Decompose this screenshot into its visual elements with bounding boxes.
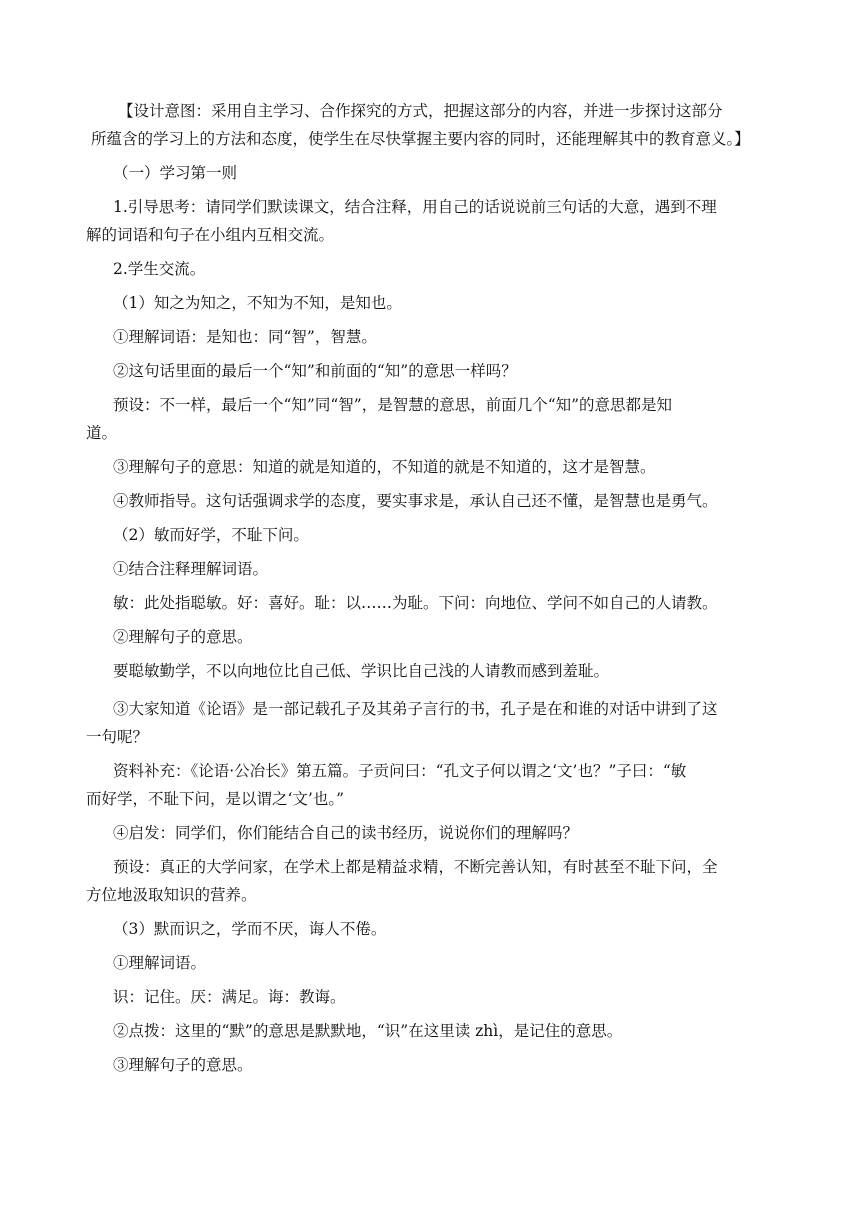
definition-paragraph	[113, 983, 774, 1011]
paragraph-text: ④启发：同学们，你们能结合自己的读书经历，说说你们的理解吗？	[113, 824, 579, 842]
paragraph-line: 资料补充：《论语·公冶长》第五篇。子贡问曰：“孔文子何以谓之‘文’也？”子曰：“敏	[113, 762, 687, 780]
preset-paragraph	[86, 853, 774, 909]
list-item	[113, 357, 774, 385]
section-heading-text: （一）学习第一则	[113, 164, 238, 182]
paragraph-text: （2）敏而好学，不耻下问。	[113, 526, 309, 544]
paragraph-line: 预设：不一样，最后一个“知”同“智”，是智慧的意思，前面几个“知”的意思都是知	[113, 396, 673, 414]
list-item	[113, 1017, 774, 1045]
paragraph-text: 要聪敏勤学，不以向地位比自己低、学识比自己浅的人请教而感到羞耻。	[113, 662, 610, 680]
paragraph-text: ①理解词语：是知也：同“智”，智慧。	[113, 328, 377, 346]
paragraph-line: 一句呢？	[86, 728, 149, 746]
list-item	[113, 453, 774, 481]
design-intent-paragraph	[91, 97, 774, 153]
paragraph-text: ②理解句子的意思。	[113, 628, 253, 646]
paragraph-line: ③大家知道《论语》是一部记载孔子及其弟子言行的书，孔子是在和谁的对话中讲到了这	[113, 700, 718, 718]
supplement-paragraph	[86, 757, 774, 813]
paragraph-line: 方位地汲取知识的营养。	[86, 886, 257, 904]
subsection-heading	[113, 289, 774, 317]
paragraph-line: 【设计意图：采用自主学习、合作探究的方式，把握这部分的内容，并进一步探讨这部分	[118, 102, 723, 120]
paragraph-text: 识：记住。厌：满足。诲：教诲。	[113, 988, 346, 1006]
paragraph-line: 而好学，不耻下问，是以谓之‘文’也。”	[86, 790, 345, 808]
paragraph-line: 解的词语和句子在小组内互相交流。	[86, 226, 335, 244]
section-heading	[113, 159, 774, 187]
question-paragraph	[86, 695, 774, 751]
paragraph-text: （3）默而识之，学而不厌，诲人不倦。	[113, 920, 387, 938]
paragraph-text: ②这句话里面的最后一个“知”和前面的“知”的意思一样吗？	[113, 362, 517, 380]
paragraph-line: 预设：真正的大学问家，在学术上都是精益求精，不断完善认知，有时甚至不耻下问，全	[113, 858, 718, 876]
paragraph-line: 道。	[86, 424, 118, 442]
paragraph-text: 2.学生交流。	[113, 260, 206, 278]
list-item	[113, 819, 774, 847]
list-item	[113, 555, 774, 583]
list-item	[113, 1051, 774, 1079]
definition-paragraph	[113, 589, 774, 617]
paragraph-line: 1.引导思考：请同学们默读课文，结合注释，用自己的话说说前三句话的大意，遇到不理	[113, 198, 717, 216]
paragraph-line: 所蕴含的学习上的方法和态度，使学生在尽快掌握主要内容的同时，还能理解其中的教育意义。】	[91, 130, 750, 148]
list-item	[113, 623, 774, 651]
list-item	[113, 949, 774, 977]
paragraph-text: ①理解词语。	[113, 954, 207, 972]
subsection-heading	[113, 521, 774, 549]
paragraph-text: ③理解句子的意思：知道的就是知道的，不知道的就是不知道的，这才是智慧。	[113, 458, 656, 476]
list-item	[113, 323, 774, 351]
paragraph-text: ①结合注释理解词语。	[113, 560, 269, 578]
paragraph-text: ②点拨：这里的“默”的意思是默默地，“识”在这里读 zhì，是记住的意思。	[113, 1022, 623, 1040]
step-paragraph	[113, 255, 774, 283]
subsection-heading	[113, 915, 774, 943]
preset-paragraph	[86, 391, 774, 447]
step-paragraph	[86, 193, 774, 249]
paragraph-text: ④教师指导。这句话强调求学的态度，要实事求是，承认自己还不懂，是智慧也是勇气。	[113, 492, 718, 510]
paragraph-text: 敏：此处指聪敏。好：喜好。耻：以……为耻。下问：向地位、学问不如自己的人请教。	[113, 594, 718, 612]
paragraph-text: （1）知之为知之，不知为不知，是知也。	[113, 294, 402, 312]
paragraph-text: ③理解句子的意思。	[113, 1056, 253, 1074]
list-item	[113, 487, 774, 515]
explanation-paragraph	[113, 657, 774, 685]
